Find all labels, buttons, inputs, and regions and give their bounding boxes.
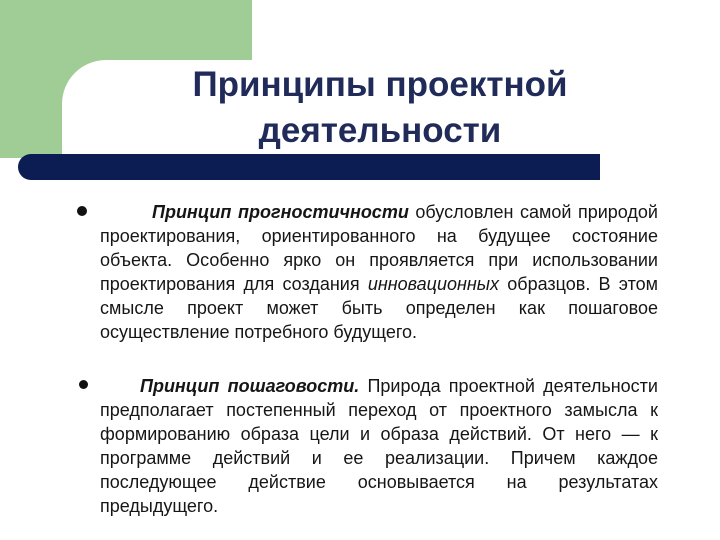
emphasis-text: инновационных (367, 274, 500, 294)
title-line-1: Принципы проектной (192, 65, 568, 104)
slide-title (120, 62, 640, 154)
title-line-2: деятельности (258, 111, 502, 150)
principle-stepwise-paragraph (100, 374, 658, 518)
bullet-icon (77, 206, 87, 216)
principle-prognostic-paragraph (100, 200, 658, 344)
paragraph-text: Природа проектной деятельности предполагает постепенный переход от проектного замысла к формированию образа цели и образа действий. От него — к программе действий и ее реализации. Причем каждое последующее действие основывается на результатах предыдущего. (100, 376, 658, 516)
title-underline-bar (18, 154, 600, 180)
paragraph-text: образцов. В этом смысле проект может быть определен как пошаговое осуществление потребного будущего. (100, 274, 658, 342)
paragraph-text: обусловлен самой природой проектирования, ориентированного на будущее состояние объекта. Особенно ярко он проявляется при использовании проектирования для создания (100, 202, 658, 294)
bullet-icon (79, 380, 88, 389)
principle-name: Принцип пошаговости. (140, 376, 360, 396)
principle-name: Принцип прогностичности (152, 202, 409, 222)
